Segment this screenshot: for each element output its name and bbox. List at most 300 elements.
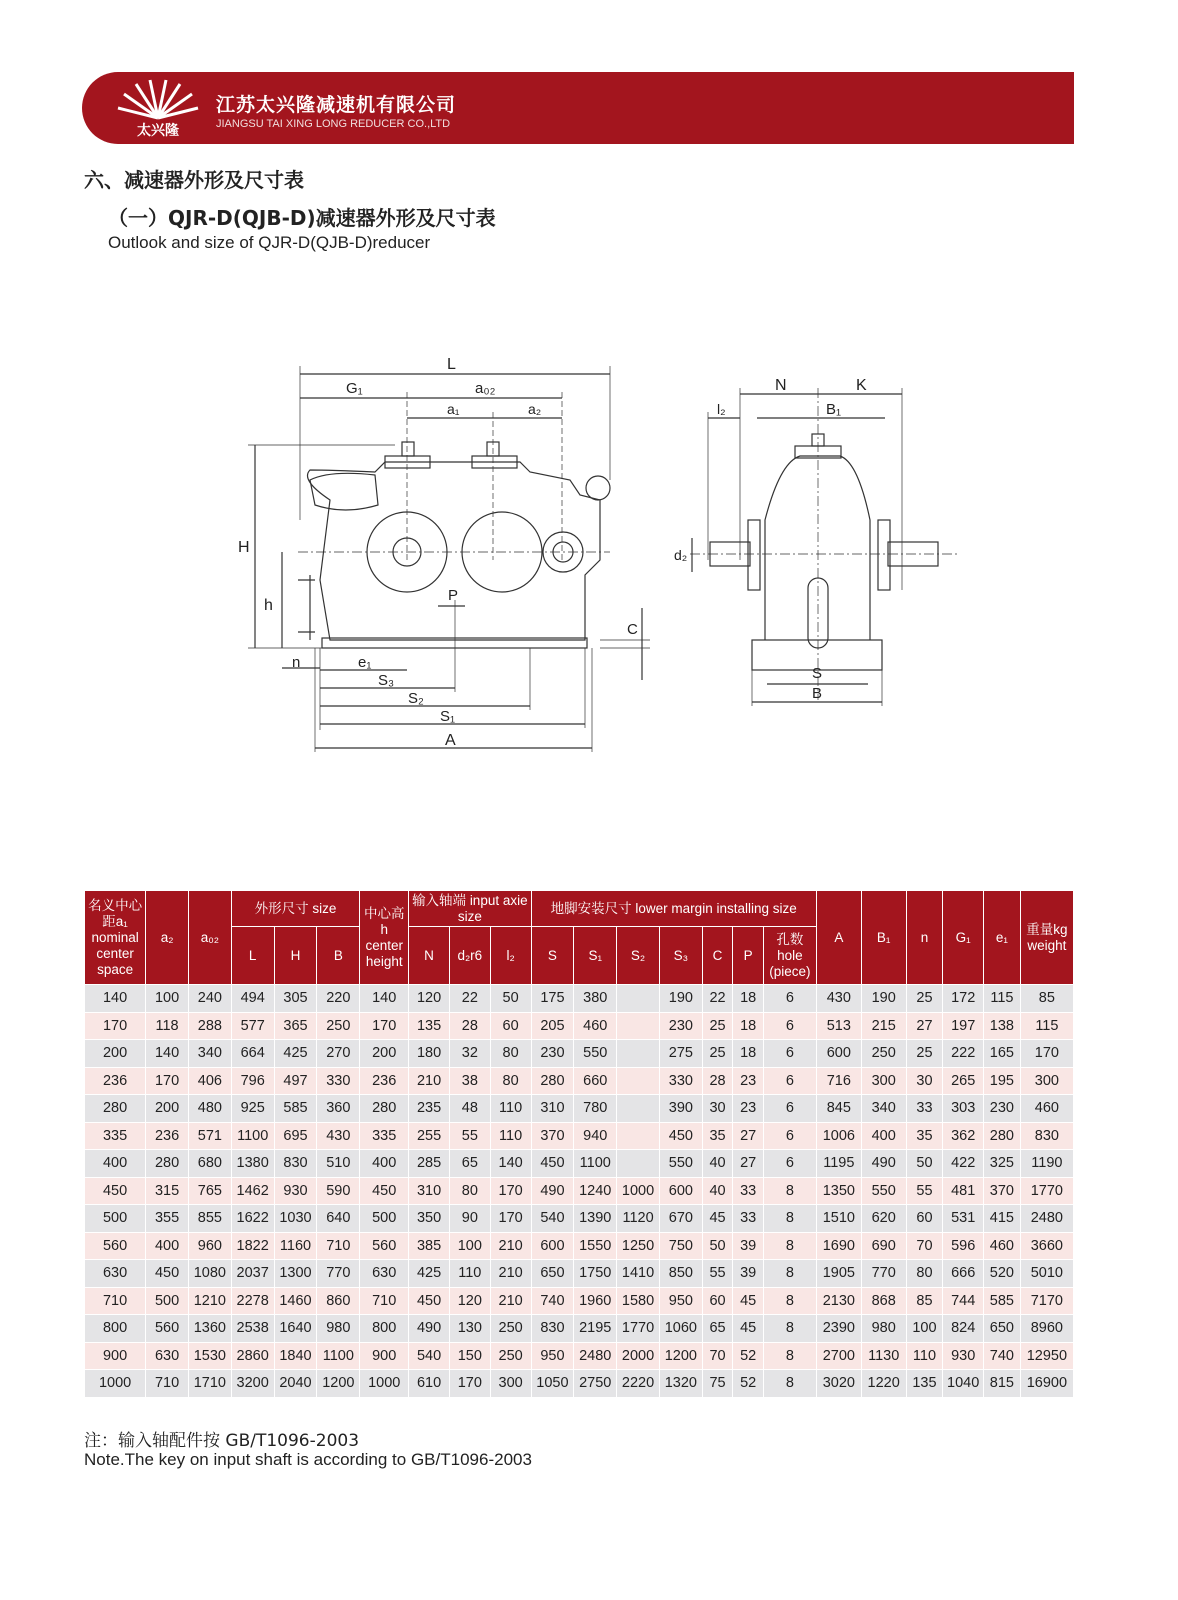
table-cell: 110: [906, 1342, 943, 1370]
table-cell: 40: [702, 1150, 733, 1178]
table-cell: 1060: [659, 1315, 702, 1343]
table-cell: 197: [943, 1012, 984, 1040]
table-cell: 370: [531, 1122, 574, 1150]
table-cell: 235: [409, 1095, 450, 1123]
table-cell: 2000: [617, 1342, 660, 1370]
table-cell: 2040: [274, 1370, 317, 1398]
company-name-en: JIANGSU TAI XING LONG REDUCER CO.,LTD: [216, 118, 451, 130]
table-cell: 868: [861, 1287, 906, 1315]
table-cell: 425: [274, 1040, 317, 1068]
table-cell: 500: [360, 1205, 409, 1233]
table-cell: 1510: [816, 1205, 861, 1233]
table-cell: 494: [231, 985, 274, 1013]
table-cell: 52: [733, 1342, 764, 1370]
col-P: P: [733, 927, 764, 985]
table-cell: 2220: [617, 1370, 660, 1398]
label-H: H: [238, 539, 250, 556]
col-S: S: [531, 927, 574, 985]
table-cell: 100: [449, 1232, 490, 1260]
table-cell: 6: [763, 1012, 816, 1040]
table-cell: 28: [702, 1067, 733, 1095]
table-cell: 30: [702, 1095, 733, 1123]
table-cell: [617, 1067, 660, 1095]
table-cell: 430: [317, 1122, 360, 1150]
table-cell: 60: [702, 1287, 733, 1315]
table-cell: [617, 1150, 660, 1178]
table-cell: 500: [85, 1205, 146, 1233]
table-cell: 33: [733, 1205, 764, 1233]
label-e1: e₁: [358, 654, 372, 671]
table-cell: 3020: [816, 1370, 861, 1398]
table-cell: 1240: [574, 1177, 617, 1205]
table-cell: 750: [659, 1232, 702, 1260]
table-cell: 1300: [274, 1260, 317, 1288]
table-cell: 1460: [274, 1287, 317, 1315]
table-cell: 280: [360, 1095, 409, 1123]
col-S2: S₂: [617, 927, 660, 985]
table-cell: 481: [943, 1177, 984, 1205]
table-row: [85, 1370, 1074, 1398]
table-cell: 170: [85, 1012, 146, 1040]
col-L: L: [231, 927, 274, 985]
col-B: B: [317, 927, 360, 985]
table-cell: 236: [360, 1067, 409, 1095]
table-cell: 815: [984, 1370, 1021, 1398]
table-cell: 23: [733, 1067, 764, 1095]
table-cell: 135: [409, 1012, 450, 1040]
table-cell: 18: [733, 985, 764, 1013]
table-cell: 925: [231, 1095, 274, 1123]
table-cell: 22: [702, 985, 733, 1013]
table-cell: 220: [317, 985, 360, 1013]
table-cell: 796: [231, 1067, 274, 1095]
table-cell: 640: [317, 1205, 360, 1233]
table-cell: 27: [733, 1150, 764, 1178]
table-cell: 25: [702, 1040, 733, 1068]
table-cell: 39: [733, 1260, 764, 1288]
table-cell: 765: [188, 1177, 231, 1205]
table-cell: 270: [317, 1040, 360, 1068]
table-row: [85, 1012, 1074, 1040]
table-cell: 170: [360, 1012, 409, 1040]
table-cell: 300: [1020, 1067, 1073, 1095]
table-cell: 1100: [317, 1342, 360, 1370]
table-row: [85, 1232, 1074, 1260]
table-cell: 450: [531, 1150, 574, 1178]
table-cell: 1410: [617, 1260, 660, 1288]
table-cell: 340: [861, 1095, 906, 1123]
table-cell: 380: [574, 985, 617, 1013]
table-cell: 577: [231, 1012, 274, 1040]
table-cell: 710: [360, 1287, 409, 1315]
col-A: A: [816, 891, 861, 985]
table-row: [85, 1122, 1074, 1150]
table-cell: 8: [763, 1342, 816, 1370]
table-cell: 710: [317, 1232, 360, 1260]
table-cell: 85: [906, 1287, 943, 1315]
table-cell: 1006: [816, 1122, 861, 1150]
table-cell: 365: [274, 1012, 317, 1040]
table-cell: 6: [763, 985, 816, 1013]
col-C: C: [702, 927, 733, 985]
table-cell: 600: [659, 1177, 702, 1205]
table-cell: 135: [906, 1370, 943, 1398]
table-cell: 620: [861, 1205, 906, 1233]
table-cell: 210: [490, 1287, 531, 1315]
table-cell: 666: [943, 1260, 984, 1288]
table-cell: 50: [490, 985, 531, 1013]
table-cell: 900: [85, 1342, 146, 1370]
table-cell: 18: [733, 1012, 764, 1040]
table-cell: 1000: [617, 1177, 660, 1205]
table-cell: 6: [763, 1150, 816, 1178]
table-cell: 450: [360, 1177, 409, 1205]
table-cell: 1130: [861, 1342, 906, 1370]
table-cell: 250: [490, 1342, 531, 1370]
table-row: [85, 1315, 1074, 1343]
table-cell: 38: [449, 1067, 490, 1095]
note-en: Note.The key on input shaft is according to GB/T1096-2003: [84, 1450, 532, 1469]
table-cell: 1750: [574, 1260, 617, 1288]
table-cell: 280: [85, 1095, 146, 1123]
table-cell: 1100: [574, 1150, 617, 1178]
table-cell: 25: [906, 985, 943, 1013]
table-cell: 1350: [816, 1177, 861, 1205]
col-S1: S₁: [574, 927, 617, 985]
table-cell: 770: [861, 1260, 906, 1288]
table-cell: 30: [906, 1067, 943, 1095]
label-d2: d₂: [674, 547, 688, 563]
company-name-cn: 江苏太兴隆减速机有限公司: [216, 94, 457, 116]
table-cell: 1200: [659, 1342, 702, 1370]
table-cell: 531: [943, 1205, 984, 1233]
table-cell: 630: [360, 1260, 409, 1288]
label-G1: G₁: [346, 380, 363, 397]
col-N: N: [409, 927, 450, 985]
table-cell: 8: [763, 1205, 816, 1233]
table-cell: 664: [231, 1040, 274, 1068]
table-cell: 770: [317, 1260, 360, 1288]
table-cell: 1462: [231, 1177, 274, 1205]
table-cell: 210: [490, 1232, 531, 1260]
table-cell: 460: [574, 1012, 617, 1040]
col-nominal: 名义中心距a₁ nominal center space: [85, 891, 146, 985]
table-cell: 28: [449, 1012, 490, 1040]
table-cell: 710: [85, 1287, 146, 1315]
table-cell: 855: [188, 1205, 231, 1233]
table-cell: 39: [733, 1232, 764, 1260]
col-G1: G₁: [943, 891, 984, 985]
table-cell: 305: [274, 985, 317, 1013]
table-cell: 1960: [574, 1287, 617, 1315]
table-cell: 22: [449, 985, 490, 1013]
label-a1: a₁: [447, 401, 460, 417]
table-cell: 100: [906, 1315, 943, 1343]
table-cell: 362: [943, 1122, 984, 1150]
label-N: N: [775, 377, 787, 394]
table-cell: 285: [409, 1150, 450, 1178]
table-cell: 2037: [231, 1260, 274, 1288]
table-cell: 930: [274, 1177, 317, 1205]
table-cell: 300: [490, 1370, 531, 1398]
table-cell: 350: [409, 1205, 450, 1233]
col-input-axie: 输入轴端 input axie size: [409, 891, 531, 927]
table-cell: 7170: [1020, 1287, 1073, 1315]
table-cell: 8: [763, 1260, 816, 1288]
table-cell: 600: [531, 1232, 574, 1260]
table-cell: 1360: [188, 1315, 231, 1343]
note-cn: 注：输入轴配件按 GB/T1096-2003: [84, 1431, 360, 1451]
table-row: [85, 1067, 1074, 1095]
table-cell: 330: [317, 1067, 360, 1095]
table-cell: 1100: [231, 1122, 274, 1150]
table-cell: 230: [531, 1040, 574, 1068]
table-cell: 1390: [574, 1205, 617, 1233]
table-cell: 2700: [816, 1342, 861, 1370]
table-cell: 950: [531, 1342, 574, 1370]
table-cell: 940: [574, 1122, 617, 1150]
col-weight: 重量kg weight: [1020, 891, 1073, 985]
table-cell: 740: [984, 1342, 1021, 1370]
label-h: h: [264, 597, 273, 614]
table-cell: [617, 1122, 660, 1150]
table-cell: 8960: [1020, 1315, 1073, 1343]
table-cell: 75: [702, 1370, 733, 1398]
section-title: 六、减速器外形及尺寸表: [84, 168, 304, 192]
table-cell: 355: [146, 1205, 189, 1233]
table-cell: 240: [188, 985, 231, 1013]
table-cell: 600: [816, 1040, 861, 1068]
table-cell: 2480: [1020, 1205, 1073, 1233]
subsection-title-en: Outlook and size of QJR-D(QJB-D)reducer: [108, 233, 431, 252]
label-K: K: [856, 377, 867, 394]
col-l2: l₂: [490, 927, 531, 985]
table-cell: 55: [702, 1260, 733, 1288]
table-cell: 670: [659, 1205, 702, 1233]
side-view: [690, 388, 960, 706]
table-cell: 430: [816, 985, 861, 1013]
table-cell: 230: [984, 1095, 1021, 1123]
table-cell: 1190: [1020, 1150, 1073, 1178]
table-cell: 170: [146, 1067, 189, 1095]
table-cell: 335: [360, 1122, 409, 1150]
table-cell: 1120: [617, 1205, 660, 1233]
table-cell: 900: [360, 1342, 409, 1370]
table-cell: 650: [531, 1260, 574, 1288]
table-cell: 780: [574, 1095, 617, 1123]
table-cell: 6: [763, 1122, 816, 1150]
table-cell: 490: [531, 1177, 574, 1205]
table-cell: 830: [531, 1315, 574, 1343]
table-cell: 210: [490, 1260, 531, 1288]
table-cell: 650: [984, 1315, 1021, 1343]
table-cell: 280: [531, 1067, 574, 1095]
table-cell: 695: [274, 1122, 317, 1150]
table-cell: 450: [146, 1260, 189, 1288]
table-cell: 550: [659, 1150, 702, 1178]
label-n: n: [292, 654, 301, 671]
table-cell: 2480: [574, 1342, 617, 1370]
table-cell: 50: [702, 1232, 733, 1260]
table-cell: 1030: [274, 1205, 317, 1233]
table-cell: 16900: [1020, 1370, 1073, 1398]
svg-text:太兴隆: 太兴隆: [137, 123, 179, 139]
table-cell: 1690: [816, 1232, 861, 1260]
table-cell: 222: [943, 1040, 984, 1068]
table-cell: 2195: [574, 1315, 617, 1343]
table-cell: 1040: [943, 1370, 984, 1398]
table-cell: 520: [984, 1260, 1021, 1288]
table-cell: 170: [449, 1370, 490, 1398]
table-cell: 390: [659, 1095, 702, 1123]
table-cell: 824: [943, 1315, 984, 1343]
table-cell: 980: [317, 1315, 360, 1343]
table-cell: 560: [85, 1232, 146, 1260]
table-cell: 930: [943, 1342, 984, 1370]
table-cell: 480: [188, 1095, 231, 1123]
table-cell: 250: [861, 1040, 906, 1068]
table-cell: 180: [409, 1040, 450, 1068]
table-cell: 60: [906, 1205, 943, 1233]
label-a2: a₂: [528, 401, 542, 417]
table-cell: 120: [449, 1287, 490, 1315]
table-cell: 275: [659, 1040, 702, 1068]
table-cell: 860: [317, 1287, 360, 1315]
table-cell: 315: [146, 1177, 189, 1205]
table-cell: [617, 1012, 660, 1040]
table-cell: 33: [733, 1177, 764, 1205]
table-cell: 710: [146, 1370, 189, 1398]
table-cell: 205: [531, 1012, 574, 1040]
table-cell: 560: [360, 1232, 409, 1260]
table-row: [85, 1150, 1074, 1178]
table-cell: 497: [274, 1067, 317, 1095]
table-cell: 560: [146, 1315, 189, 1343]
table-cell: 40: [702, 1177, 733, 1205]
table-cell: 830: [1020, 1122, 1073, 1150]
table-cell: 25: [702, 1012, 733, 1040]
table-row: [85, 1040, 1074, 1068]
table-cell: 450: [85, 1177, 146, 1205]
label-a02: a₀₂: [475, 380, 496, 397]
table-cell: 60: [490, 1012, 531, 1040]
table-cell: 110: [490, 1122, 531, 1150]
table-cell: 950: [659, 1287, 702, 1315]
table-cell: 510: [317, 1150, 360, 1178]
table-cell: 280: [146, 1150, 189, 1178]
table-cell: 140: [85, 985, 146, 1013]
table-cell: 980: [861, 1315, 906, 1343]
table-cell: 48: [449, 1095, 490, 1123]
table-cell: 1905: [816, 1260, 861, 1288]
table-cell: [617, 985, 660, 1013]
table-cell: 80: [449, 1177, 490, 1205]
table-cell: 1320: [659, 1370, 702, 1398]
table-cell: 1000: [360, 1370, 409, 1398]
col-a02: a₀₂: [188, 891, 231, 985]
table-cell: 25: [906, 1040, 943, 1068]
table-cell: 2278: [231, 1287, 274, 1315]
table-cell: 27: [906, 1012, 943, 1040]
table-cell: 1380: [231, 1150, 274, 1178]
col-e1: e₁: [984, 891, 1021, 985]
table-cell: 280: [984, 1122, 1021, 1150]
table-cell: 45: [733, 1287, 764, 1315]
table-cell: 303: [943, 1095, 984, 1123]
table-cell: 960: [188, 1232, 231, 1260]
table-cell: 800: [360, 1315, 409, 1343]
table-cell: 830: [274, 1150, 317, 1178]
table-cell: 8: [763, 1287, 816, 1315]
table-cell: 80: [906, 1260, 943, 1288]
table-cell: 1622: [231, 1205, 274, 1233]
table-cell: 3200: [231, 1370, 274, 1398]
label-S3: S₃: [378, 672, 395, 689]
table-row: [85, 1177, 1074, 1205]
table-cell: 1050: [531, 1370, 574, 1398]
table-cell: 590: [317, 1177, 360, 1205]
table-cell: 744: [943, 1287, 984, 1315]
table-cell: 310: [409, 1177, 450, 1205]
table-cell: 45: [702, 1205, 733, 1233]
table-cell: 195: [984, 1067, 1021, 1095]
table-cell: 422: [943, 1150, 984, 1178]
table-cell: 18: [733, 1040, 764, 1068]
table-cell: 190: [659, 985, 702, 1013]
table-cell: 1770: [617, 1315, 660, 1343]
table-cell: 415: [984, 1205, 1021, 1233]
table-cell: 210: [409, 1067, 450, 1095]
table-cell: 140: [490, 1150, 531, 1178]
table-cell: 1580: [617, 1287, 660, 1315]
table-cell: 35: [702, 1122, 733, 1150]
table-cell: 1710: [188, 1370, 231, 1398]
table-cell: 52: [733, 1370, 764, 1398]
table-cell: 845: [816, 1095, 861, 1123]
table-cell: 8: [763, 1232, 816, 1260]
table-cell: 215: [861, 1012, 906, 1040]
table-cell: 65: [449, 1150, 490, 1178]
table-cell: 230: [659, 1012, 702, 1040]
table-cell: 370: [984, 1177, 1021, 1205]
table-cell: 5010: [1020, 1260, 1073, 1288]
table-cell: 236: [85, 1067, 146, 1095]
table-cell: 115: [984, 985, 1021, 1013]
table-cell: 90: [449, 1205, 490, 1233]
table-cell: 172: [943, 985, 984, 1013]
table-cell: 1160: [274, 1232, 317, 1260]
table-cell: 1080: [188, 1260, 231, 1288]
table-cell: 330: [659, 1067, 702, 1095]
col-H: H: [274, 927, 317, 985]
col-a2: a₂: [146, 891, 189, 985]
table-row: [85, 1095, 1074, 1123]
col-install-size: 地脚安装尺寸 lower margin installing size: [531, 891, 816, 927]
table-cell: 12950: [1020, 1342, 1073, 1370]
table-cell: 1640: [274, 1315, 317, 1343]
table-cell: 138: [984, 1012, 1021, 1040]
table-cell: 740: [531, 1287, 574, 1315]
table-cell: 450: [409, 1287, 450, 1315]
table-cell: 2750: [574, 1370, 617, 1398]
table-cell: 2130: [816, 1287, 861, 1315]
table-cell: 33: [906, 1095, 943, 1123]
table-cell: 460: [984, 1232, 1021, 1260]
table-cell: 265: [943, 1067, 984, 1095]
table-cell: 596: [943, 1232, 984, 1260]
table-cell: 425: [409, 1260, 450, 1288]
table-cell: 571: [188, 1122, 231, 1150]
